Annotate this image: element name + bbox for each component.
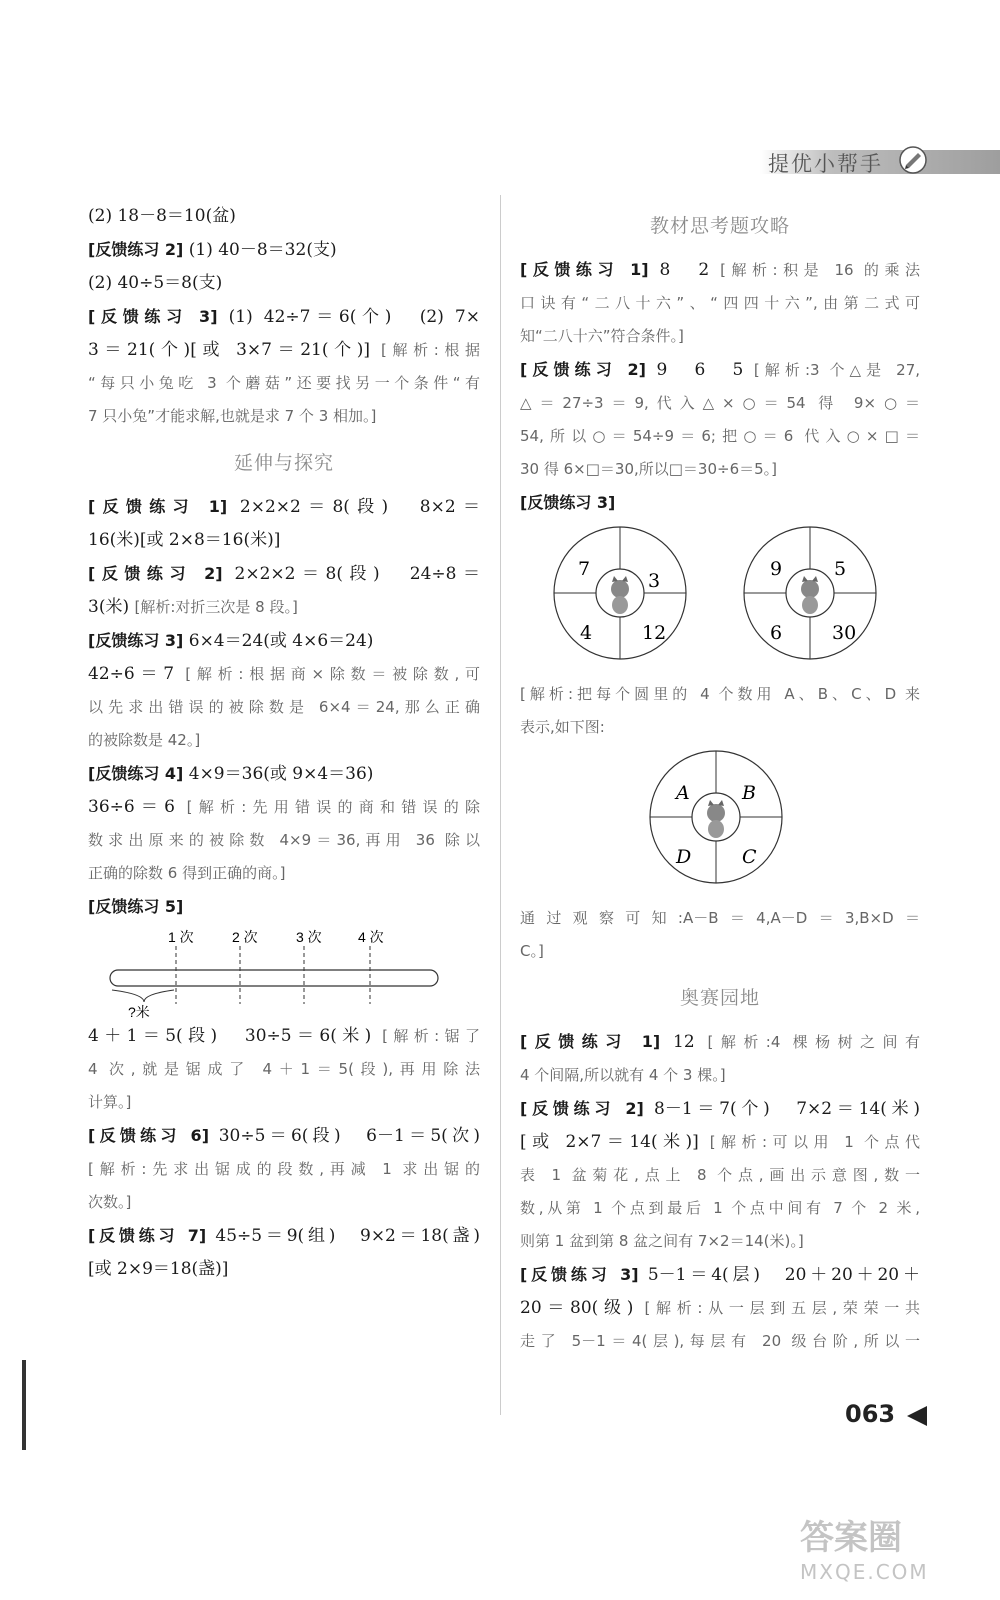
page-arrow-icon [905,1406,927,1426]
analysis-text: [解析:根据商×除数＝被除数,可 [185,665,480,683]
analysis-line: 则第 1 盆到第 8 盆之间有 7×2＝14(米)。] [520,1232,804,1250]
cut-label-4: 4 次 [358,929,384,945]
circle-1-bottom-left: 4 [580,622,593,644]
analysis-text: [解析:积是 16 的乘法 [720,261,920,279]
right-column [520,200,920,1358]
answer-line [88,658,480,691]
analysis-line: 30 得 6×□＝30,所以□＝30÷6＝5。] [520,460,778,478]
circle-2-bottom-right: 30 [832,622,857,644]
answer-text: 30÷5＝6(段) 6－1＝5(次) [218,1126,480,1146]
answer-text: 9 6 5 [656,360,744,380]
segment-unknown-label: ?米 [128,1004,150,1020]
analysis-line: 表示,如下图: [520,718,605,736]
header-title: 提优小帮手 [768,152,883,176]
answer-text: 8－1＝7(个) 7×2＝14(米) [654,1099,920,1119]
analysis-line: [解析:把每个圆里的 4 个数用 A、B、C、D 来 [520,685,920,703]
analysis-line: 以先求出错误的被除数是 6×4＝24,那么正确 [88,698,480,716]
watermark-url: MXQE.COM [800,1560,929,1584]
answer-line: 16(米)[或 2×8＝16(米)] [88,530,281,550]
circle-1-top-left: 7 [578,558,591,580]
answer-text: 4×9＝36(或 9×4＝36) [188,764,374,784]
textbook-exercise-1 [520,253,920,287]
circle-2 [744,527,876,659]
binding-mark [22,1360,26,1450]
log-shape [110,970,438,986]
extend-exercise-3 [88,624,480,658]
analysis-line: 7 只小兔”才能求解,也就是求 7 个 3 相加。] [88,407,377,425]
section-title: 延伸与探究 [233,452,334,474]
analysis-line: 计算。] [88,1093,132,1111]
column-divider [500,195,501,1415]
number-circles [520,520,920,670]
analysis-text: [解析:先用错误的商和错误的除 [186,798,480,816]
answer-line [88,1020,480,1053]
answer-text: 36÷6＝6 [88,797,175,817]
analysis-line: “每只小兔吃 3 个蘑菇”还要找另一个条件“有 [88,374,480,392]
letter-c: C [742,846,757,868]
exercise-tag: [反馈练习 3] [520,1265,639,1284]
answer-text: (1) 42÷7＝6(个) (2) 7× [228,307,480,327]
section-title: 教材思考题攻略 [649,215,790,237]
page-number: 063 [845,1400,896,1428]
extend-exercise-7 [88,1219,480,1253]
answer-text: [或 2×7＝14(米)] [520,1132,699,1152]
cat-icon [707,800,725,838]
answer-text: 42÷6＝7 [88,664,175,684]
circle-1-top-right: 3 [648,570,661,592]
analysis-line: 数求出原来的被除数 4×9＝36,再用 36 除以 [88,831,480,849]
circle-1 [554,527,686,659]
letter-circle [520,744,920,894]
answer-text: 5－1＝4(层) 20＋20＋20＋ [647,1265,920,1285]
exercise-tag: [反馈练习 1] [520,260,649,279]
answer-line [88,591,480,624]
extend-exercise-1 [88,490,480,524]
answer-line: [或 2×9＝18(盏)] [88,1259,229,1279]
analysis-line: 的被除数是 42。] [88,731,201,749]
exercise-2 [88,233,480,267]
analysis-text: [解析:对折三次是 8 段。] [134,598,298,616]
analysis-line: 知“二八十六”符合条件。] [520,327,684,345]
circle-1-bottom-right: 12 [642,622,667,644]
pencil-badge-icon [898,145,928,175]
answer-text: 45÷5＝9(组) 9×2＝18(盏) [215,1226,480,1246]
exercise-tag: [反馈练习 7] [88,1226,207,1245]
exercise-tag: [反馈练习 4] [88,764,184,783]
letter-b: B [742,782,756,804]
extend-exercise-2 [88,557,480,591]
analysis-line: 次数。] [88,1193,132,1211]
answer-line [520,1126,920,1159]
segment-brace [112,990,174,1002]
analysis-line: [解析:先求出锯成的段数,再减 1 求出锯的 [88,1160,480,1178]
answer-text: 2×2×2＝8(段) 24÷8＝ [234,564,480,584]
exercise-3 [88,300,480,334]
analysis-line: 走了 5－1＝4(层),每层有 20 级台阶,所以一 [520,1332,920,1350]
olympiad-exercise-3 [520,1258,920,1292]
answer-line [520,1292,920,1325]
circle-2-top-left: 9 [770,558,783,580]
exercise-tag: [反馈练习 3] [88,307,218,326]
exercise-tag: [反馈练习 3] [520,493,616,512]
olympiad-exercise-2 [520,1092,920,1126]
analysis-line: 数,从第 1 个点到最后 1 个点中间有 7 个 2 米, [520,1199,920,1217]
answer-text: 6×4＝24(或 4×6＝24) [188,631,374,651]
exercise-tag: [反馈练习 5] [88,897,184,916]
analysis-text: [解析:锯了 [382,1027,480,1045]
analysis-text: [解析:从一层到五层,荣荣一共 [644,1299,920,1317]
answer-line: (2) 40÷5＝8(支) [88,273,223,293]
answer-text: 20＝80(级) [520,1298,634,1318]
answer-line [88,334,480,367]
answer-text: (1) 40－8＝32(支) [188,240,337,260]
textbook-exercise-2 [520,353,920,387]
analysis-line: 正确的除数 6 得到正确的商。] [88,864,286,882]
cat-icon [611,576,629,614]
letter-d: D [676,846,692,868]
cut-label-3: 3 次 [296,929,322,945]
analysis-line: 4 个间隔,所以就有 4 个 3 棵。] [520,1066,726,1084]
answer-line [88,791,480,824]
analysis-text: [解析:可以用 1 个点代 [709,1133,920,1151]
exercise-tag: [反馈练习 1] [88,497,228,516]
exercise-tag: [反馈练习 2] [520,1099,644,1118]
analysis-line: 54,所以○＝54÷9＝6;把○＝6 代入○×□＝ [520,427,920,445]
answer-text: 8 2 [659,260,710,280]
exercise-tag: [反馈练习 1] [520,1032,661,1051]
exercise-tag: [反馈练习 2] [520,360,646,379]
exercise-tag: [反馈练习 2] [88,564,223,583]
cat-icon [801,576,819,614]
cut-label-1: 1 次 [168,929,194,945]
analysis-line: C。] [520,942,544,960]
analysis-line: 4 次,就是锯成了 4＋1＝5(段),再用除法 [88,1060,480,1078]
answer-text: 3(米) [88,597,130,617]
letter-a: A [676,782,690,804]
extend-exercise-4 [88,757,480,791]
answer-text: 4＋1＝5(段) 30÷5＝6(米) [88,1026,372,1046]
analysis-line: 表 1 盆菊花,点上 8 个点,画出示意图,数一 [520,1166,920,1184]
analysis-line: △＝27÷3＝9,代入△×○＝54 得 9×○＝ [520,394,920,412]
answer-text: 12 [673,1032,695,1052]
exercise-tag: [反馈练习 6] [88,1126,210,1145]
circle-2-top-right: 5 [834,558,847,580]
analysis-text: [解析:根据 [381,341,480,359]
extend-exercise-6 [88,1119,480,1153]
answer-text: 3＝21(个)[或 3×7＝21(个)] [88,340,370,360]
extend-exercise-5 [88,890,480,924]
watermark-logo: 答案圈 [800,1518,902,1558]
saw-diagram [88,924,480,1020]
analysis-line: 通过观察可知:A－B＝4,A－D＝3,B×D＝ [520,909,920,927]
textbook-exercise-3 [520,486,920,520]
analysis-text: [解析:3 个△是 27, [753,361,920,379]
section-title: 奥赛园地 [679,987,760,1009]
analysis-line: 口诀有“二八十六”、“四四十六”,由第二式可 [520,294,920,312]
olympiad-exercise-1 [520,1025,920,1059]
exercise-tag: [反馈练习 3] [88,631,184,650]
circle-2-bottom-left: 6 [770,622,783,644]
cut-label-2: 2 次 [232,929,258,945]
answer-line: (2) 18－8＝10(盆) [88,206,236,226]
left-column [88,200,480,1286]
analysis-text: [解析:4 棵杨树之间有 [707,1033,920,1051]
exercise-tag: [反馈练习 2] [88,240,184,259]
answer-text: 2×2×2＝8(段) 8×2＝ [239,497,480,517]
